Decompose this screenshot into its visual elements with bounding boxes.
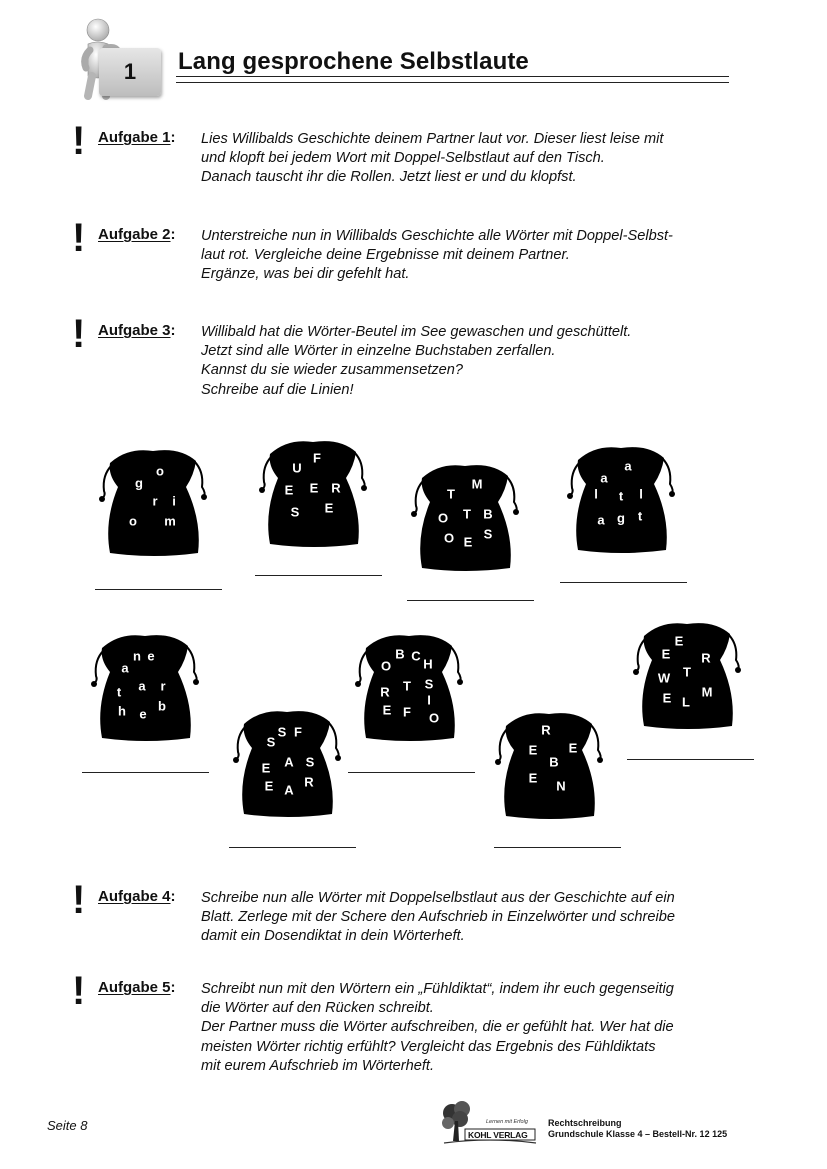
bag-letter: O [443,530,455,546]
bag-letter: E [284,482,294,498]
bag-letter: m [164,513,176,529]
bag-letter: T [447,486,455,502]
word-bag [410,450,520,575]
word-bag [98,435,208,560]
task-instructions: Schreibt nun mit den Wörtern ein „Fühldiktat“, indem ihr euch gegenseitig die Wörter auf den Rücken schreibt. Der Partner muss die Wörter aufschreiben, die er gefühlt hat. Wer hat die meisten Wörter richtig erfühlt? Vergleicht das Ergebnis des Fühldiktats mit eurem Aufschrieb im Wörterheft. [201,981,674,1074]
page-number: Seite 8 [47,1118,88,1133]
bag-letter: R [701,650,711,666]
bag-letter: E [568,740,578,756]
bag-letter: L [682,694,690,710]
answer-line[interactable] [95,589,222,590]
bag-letter: W [657,670,671,686]
bag-letter: T [403,678,411,694]
task-instructions: Lies Willibalds Geschichte deinem Partner laut vor. Dieser liest leise mit und klopft bei jedem Wort mit Doppel-Selbstlaut auf den Tisch. Danach tauscht ihr die Rollen. Jetzt liest er und du klopfst. [201,131,664,186]
bag-letter: E [463,534,473,550]
task-label: Aufgabe 5: [98,979,176,996]
bag-letter: a [121,660,129,676]
answer-line[interactable] [229,847,356,848]
bag-letter: O [380,658,392,674]
bag-letter: E [261,760,271,776]
bag-letter: T [463,506,471,522]
bag-letter: R [304,774,314,790]
bag-letter: A [284,754,294,770]
bag-letter: I [427,692,431,708]
bag-letter: R [331,480,341,496]
answer-line[interactable] [82,772,209,773]
answer-line[interactable] [494,847,621,848]
bag-letter: B [483,506,493,522]
bag-letter: S [483,526,493,542]
bag-letter: B [395,646,405,662]
word-bag [258,426,368,551]
bag-letter: g [617,510,625,526]
footer-publication-info: Rechtschreibung Grundschule Klasse 4 – Bestell-Nr. 12 125 [548,1118,728,1139]
answer-line[interactable] [627,759,754,760]
bag-letter: a [624,458,632,474]
bag-letter: T [683,664,691,680]
bag-letter: C [411,648,421,664]
bag-letter: M [701,684,713,700]
exclamation-icon: ! [72,312,86,356]
bag-letter: R [380,684,390,700]
answer-line[interactable] [407,600,534,601]
exclamation-icon: ! [72,878,86,922]
word-bag [632,608,742,733]
bag-letter: E [528,742,538,758]
page-title: Lang gesprochene Selbstlaute [178,48,529,75]
bag-letter: e [147,648,155,664]
bag-letter: E [309,480,319,496]
word-bag [566,432,676,557]
bag-letter: b [158,698,166,714]
bag-letter: A [284,782,294,798]
bag-letter: a [138,678,146,694]
task-instructions: Willibald hat die Wörter-Beutel im See gewaschen und geschüttelt. Jetzt sind alle Wörter in einzelne Buchstaben zerfallen. Kannst du sie wieder zusammensetzen? Schreibe auf die Linien! [201,324,632,398]
bag-letter: F [313,450,321,466]
exclamation-icon: ! [72,969,86,1013]
bag-letter: e [139,706,147,722]
bag-letter: l [639,486,643,502]
bag-letter: t [637,508,643,524]
logo-tagline: Lernen mit Erfolg [486,1119,528,1125]
bag-letter: S [290,504,300,520]
bag-letter: S [266,734,276,750]
bag-letter: O [428,710,440,726]
bag-letter: E [264,778,274,794]
bag-letter: S [277,724,287,740]
bag-letter: a [597,512,605,528]
bag-letter: R [541,722,551,738]
exclamation-icon: ! [72,119,86,163]
task-label: Aufgabe 1: [98,129,176,146]
chapter-number: 1 [123,59,137,84]
task-instructions: Unterstreiche nun in Willibalds Geschichte alle Wörter mit Doppel-Selbst- laut rot. Vergleiche deine Ergebnisse mit deinem Partner. Ergänze, was bei dir gefehlt hat. [201,228,673,283]
bag-letter: l [594,486,598,502]
bag-letter: F [294,724,302,740]
bag-letter: o [156,463,164,479]
bag-letter: E [324,500,334,516]
bag-letter: E [661,646,671,662]
bag-letter: h [118,703,126,719]
bag-letter: E [382,702,392,718]
word-bag [354,620,464,745]
bag-letter: B [549,754,559,770]
bag-letter: r [160,678,166,694]
answer-line[interactable] [560,582,687,583]
bag-letter: o [129,513,137,529]
title-underline-rule [176,76,729,83]
bag-letter: g [135,475,143,491]
bag-letter: O [437,510,449,526]
answer-line[interactable] [348,772,475,773]
task-label: Aufgabe 3: [98,322,176,339]
bag-letter: t [618,488,624,504]
task-label: Aufgabe 2: [98,226,176,243]
bag-letter: E [674,633,684,649]
bag-letter: U [292,460,302,476]
answer-line[interactable] [255,575,382,576]
bag-letter: S [305,754,315,770]
bag-letter: E [662,690,672,706]
publisher-logo [440,1101,540,1145]
bag-letter: r [152,493,158,509]
logo-name: KOHL VERLAG [468,1130,528,1140]
task-label: Aufgabe 4: [98,888,176,905]
exclamation-icon: ! [72,216,86,260]
word-bag [232,696,342,821]
word-bag [494,698,604,823]
bag-letter: H [423,656,433,672]
chapter-number-box [99,48,161,96]
bag-letter: S [424,676,434,692]
word-bag [90,620,200,745]
bag-letter: a [600,470,608,486]
bag-letter: E [528,770,538,786]
bag-letter: n [133,648,141,664]
bag-letter: t [116,684,122,700]
bag-letter: i [172,493,176,509]
bag-letter: F [403,704,411,720]
task-instructions: Schreibe nun alle Wörter mit Doppelselbstlaut aus der Geschichte auf ein Blatt. Zerlege mit der Schere den Aufschrieb in Einzelwörter und schreibe damit ein Dosendiktat in dein Wörterheft. [201,890,675,945]
bag-letter: N [556,778,566,794]
bag-letter: M [471,476,483,492]
